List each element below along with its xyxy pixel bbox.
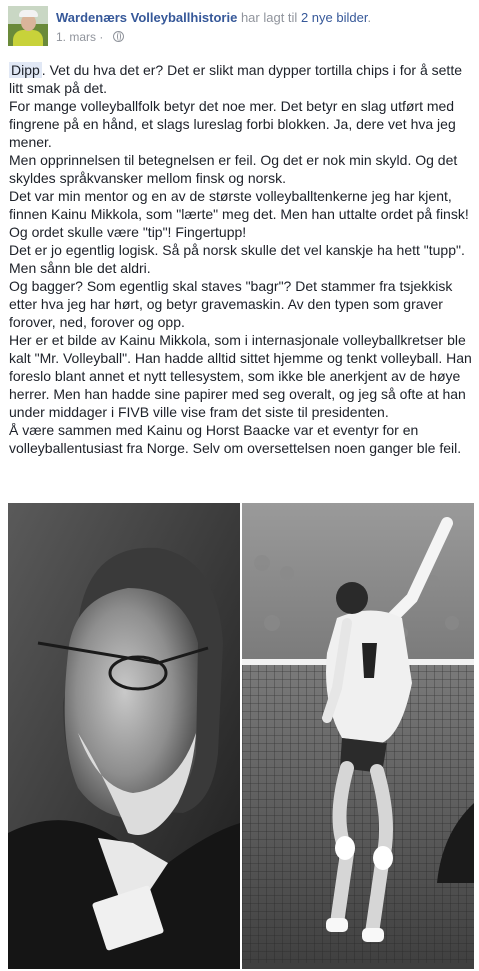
avatar-figure-body	[13, 30, 43, 46]
photo-portrait[interactable]	[8, 503, 240, 969]
spike-image	[242, 503, 474, 969]
globe-icon[interactable]	[113, 31, 124, 42]
post-title-line	[56, 10, 371, 26]
page-avatar[interactable]	[8, 6, 48, 46]
post-paragraph: Det er jo egentlig logisk. Så på norsk skulle det vel kanskje ha hett "tupp". Men sånn ble det aldri.	[9, 242, 465, 276]
hashtag-dipp[interactable]: Dipp	[11, 62, 40, 78]
post-meta	[56, 30, 124, 44]
post-paragraph: Å være sammen med Kainu og Horst Baacke var et eventyr for en volleyballentusiast fra Norge. Selv om oversettelsen noen ganger ble feil.	[9, 422, 462, 456]
post-paragraph: Her er et bilde av Kainu Mikkola, som i internasjonale volleyballkretser ble kalt "Mr. Volleyball". Han hadde alltid sittet hjemme og tenkt volleyball. Han foreslo blant annet et nytt tellesystem, som ikke ble anerkjent av de høye herrer. Men han hadde sine papirer med seg overalt, og jeg så ofte at han under middager i FIVB ville vise fram det siste til presidenten.	[9, 332, 472, 420]
post-header	[0, 0, 479, 54]
photo-volleyball-spike[interactable]	[242, 503, 474, 969]
page-name-link[interactable]: Wardenærs Volleyballhistorie	[56, 10, 238, 25]
post-action-end: .	[367, 10, 372, 25]
meta-separator: ·	[99, 30, 104, 44]
paragraph-first-rest: . Vet du hva det er? Det er slikt man dypper tortilla chips i for å sette litt smak på det.	[9, 62, 463, 96]
post-paragraph: Det var min mentor og en av de største volleyballtenkerne jeg har kjent, finnen Kainu Mikkola, som "lærte" meg det. Men han uttalte ordet på finsk! Og ordet skulle være "tip"! Fingertupp!	[9, 188, 469, 240]
post-date-link[interactable]: 1. mars	[56, 30, 97, 44]
portrait-image	[8, 503, 240, 969]
post-paragraph: For mange volleyballfolk betyr det noe mer. Det betyr en slag utført med fingrene på en hånd, et slags lureslag forbi blokken. Ja, dere vet hva jeg mener.	[9, 98, 456, 150]
new-photos-link[interactable]: 2 nye bilder	[300, 10, 368, 25]
avatar-figure-hat	[19, 10, 38, 17]
post-body-text	[9, 61, 474, 457]
post-paragraph: Og bagger? Som egentlig skal staves "bagr"? Det stammer fra tsjekkisk etter hva jeg har hørt, og betyr gravemaskin. Av den typen som graver forover, ned, forover og opp.	[9, 278, 453, 330]
post-action-text: har lagt til	[240, 10, 298, 25]
post-paragraph: Men opprinnelsen til betegnelsen er feil. Og det er nok min skyld. Og det skyldes språkvansker mellom finsk og norsk.	[9, 152, 458, 186]
post-paragraph	[9, 61, 474, 97]
